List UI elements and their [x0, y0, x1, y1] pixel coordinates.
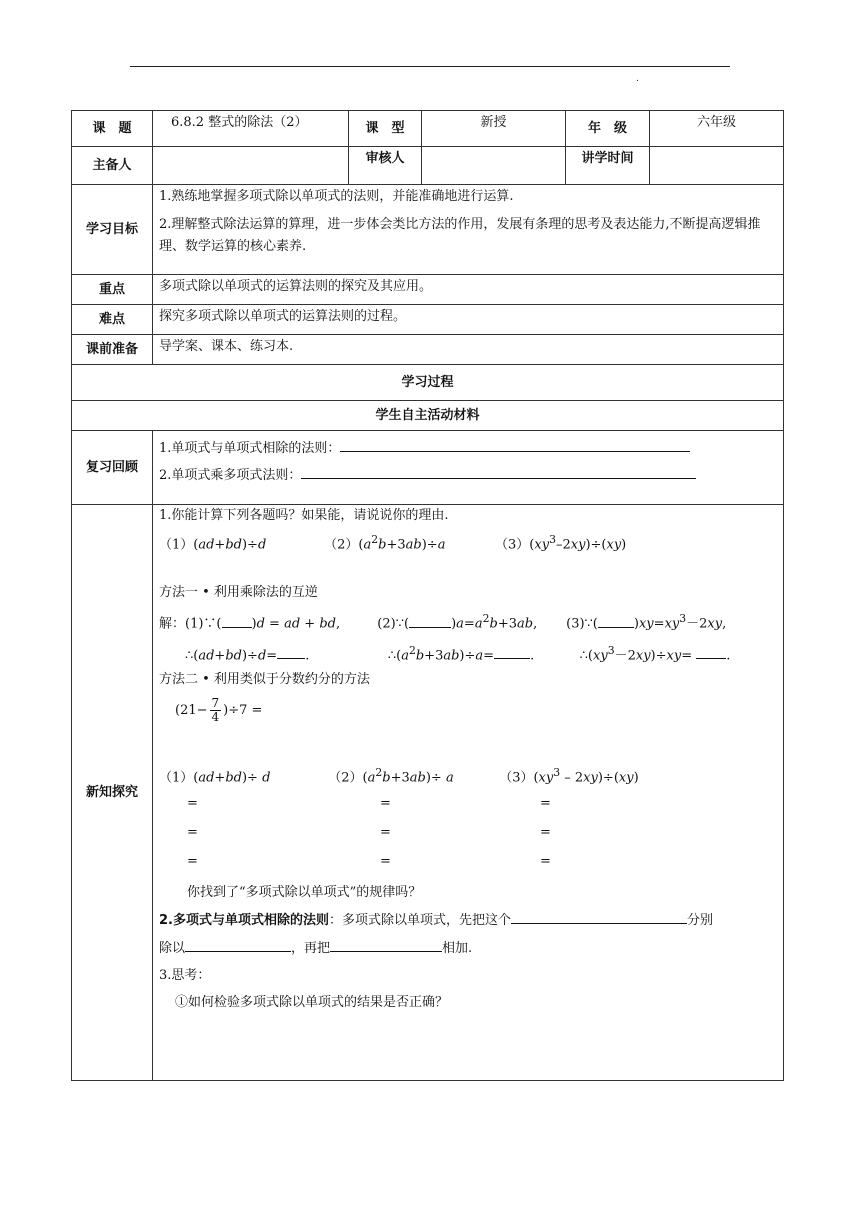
answer-blank[interactable]	[494, 646, 530, 659]
goals-content	[153, 185, 784, 275]
prep-text: 导学案、课本、练习本.	[153, 335, 784, 365]
answer-blank[interactable]	[511, 911, 687, 924]
answer-blank[interactable]	[222, 615, 252, 628]
topic-label: 课 题	[72, 111, 153, 147]
explore-label: 新知探究	[72, 505, 153, 1081]
header-dot: .	[636, 74, 639, 84]
lesson-plan-table	[71, 110, 784, 1081]
think-question-1: ①如何检验多项式除以单项式的结果是否正确？	[175, 995, 449, 1011]
method-1: 方法一 • 利用乘除法的互逆	[159, 585, 318, 601]
preparer-value	[153, 147, 349, 185]
key-text: 多项式除以单项式的运算法则的探究及其应用。	[153, 275, 784, 305]
method-1-steps: 解：(1)∵( )d = ad + bd, (2)∵( )$a=a^2b+3ab$, (3)∵( )$xy=xy^3-2xy$,	[159, 612, 727, 632]
topic-value: 6.8.2 整式的除法（2）	[153, 111, 349, 147]
key-label: 重点	[72, 275, 153, 305]
grade-label: 年 级	[566, 111, 650, 147]
preparer-label: 主备人	[72, 147, 153, 185]
answer-blank[interactable]	[598, 615, 634, 628]
process-title: 学习过程	[72, 365, 784, 401]
answer-blank[interactable]	[185, 939, 291, 952]
prep-label: 课前准备	[72, 335, 153, 365]
type-label: 课 型	[349, 111, 422, 147]
reviewer-value	[422, 147, 566, 185]
method-2-items: （1）(ad+bd)÷ d $(2)(a^2b+3ab)\div a$ $(3)(xy^3 - 2xy)\div(xy)$	[159, 765, 639, 786]
think-heading: 3.思考：	[159, 968, 211, 984]
review-content	[153, 431, 784, 505]
answer-blank[interactable]	[696, 646, 726, 659]
explore-content	[153, 505, 784, 1081]
goal-item: 2.理解整式除法运算的算理，进一步体会类比方法的作用，发展有条理的思考及表达能力,不断提高逻辑推理、数学运算的核心素养.	[159, 217, 761, 254]
review-item: 1.单项式与单项式相除的法则：	[159, 441, 341, 456]
method-2: 方法二 • 利用类似于分数约分的方法	[159, 671, 370, 687]
grade-value: 六年级	[650, 111, 784, 147]
answer-blank[interactable]	[340, 439, 690, 452]
difficult-text: 探究多项式除以单项式的运算法则的过程。	[153, 305, 784, 335]
answer-blank[interactable]	[409, 615, 451, 628]
answer-blank[interactable]	[301, 466, 696, 479]
rule-line-2: 除以 ，再把 相加.	[159, 941, 473, 957]
header-rule	[130, 66, 730, 67]
time-value	[650, 147, 784, 185]
answer-blank[interactable]	[277, 646, 305, 659]
material-title: 学生自主活动材料	[72, 401, 784, 431]
fraction-example: (21− $\frac{7}{4}$ )÷7 =	[175, 695, 263, 724]
method-1-results: ∴(ad+bd)÷d= . $\therefore(a^2b+3ab)\div a=$ . $\therefore(xy^3-2xy)\div xy=$ .	[185, 643, 731, 663]
goals-label: 学习目标	[72, 185, 153, 275]
goal-item: 1.熟练地掌握多项式除以单项式的法则，并能准确地进行运算.	[159, 189, 514, 204]
difficult-label: 难点	[72, 305, 153, 335]
find-rule: 你找到了“多项式除以单项式”的规律吗？	[187, 885, 422, 901]
question-1-items: （1）(ad+bd)÷d $(2)(a^2b+3ab)\div a$ $(3)(xy^3-2xy)\div(xy)$	[159, 533, 627, 553]
time-label: 讲学时间	[566, 147, 650, 185]
rule-heading: 2.多项式与单项式相除的法则	[159, 913, 329, 929]
reviewer-label: 审核人	[349, 147, 422, 185]
question-1: 1.你能计算下列各题吗？如果能，请说说你的理由.	[159, 508, 449, 523]
equals-grid: = = = = = = = = =	[187, 796, 551, 870]
type-value: 新授	[422, 111, 566, 147]
rule-line-1: 2.多项式与单项式相除的法则：多项式除以单项式，先把这个 分别	[159, 913, 714, 929]
review-label: 复习回顾	[72, 431, 153, 505]
review-item: 2.单项式乘多项式法则：	[159, 468, 302, 483]
answer-blank[interactable]	[330, 939, 442, 952]
